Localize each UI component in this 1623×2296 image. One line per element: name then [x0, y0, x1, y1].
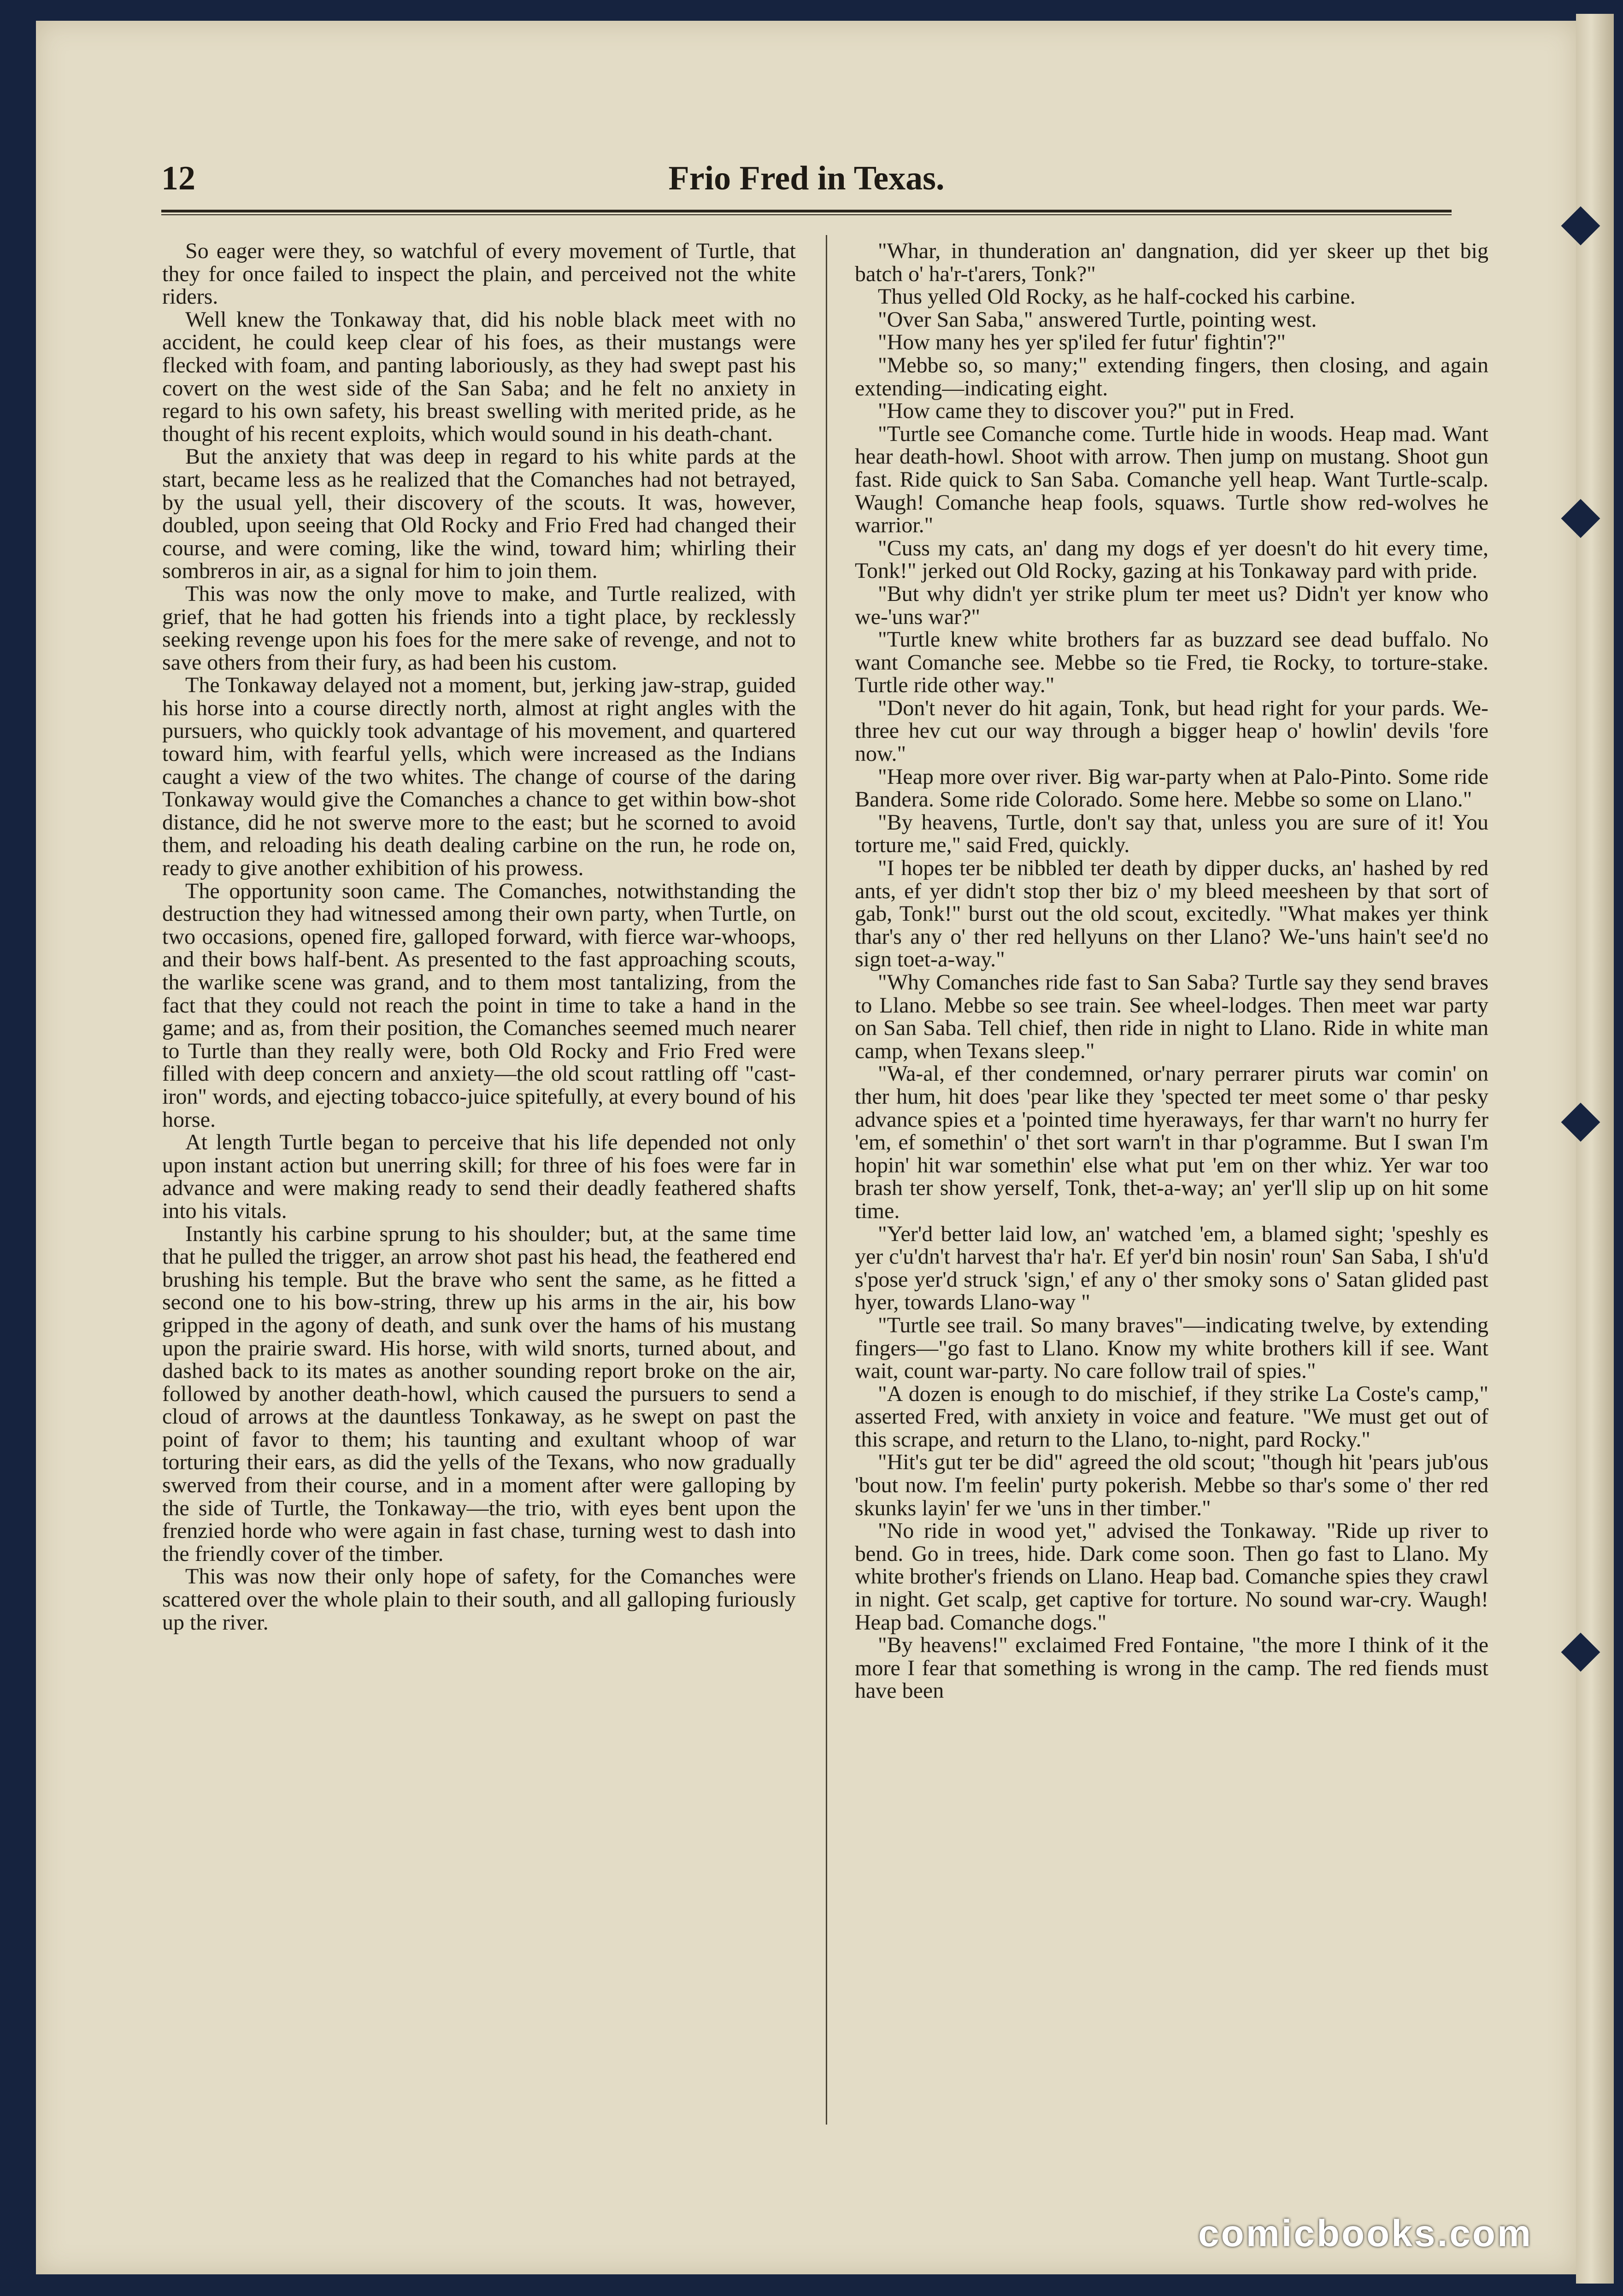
paragraph: "Yer'd better laid low, an' watched 'em, a blamed sight; 'speshly es yer c'u'dn't harvest tha'r ha'r. Ef yer'd bin nosin' roun' San Saba, I sh'u'd s'pose yer'd struck 'sign,' ef any o' ther smoky sons o' Satan glided past hyer, towards Llano-way " [855, 1221, 1488, 1315]
paragraph: "How many hes yer sp'iled fer futur' fightin'?" [878, 330, 1286, 355]
column-divider [826, 235, 827, 2125]
paragraph: "Don't never do hit again, Tonk, but head right for your pards. We-three hev cut our way through a bigger heap o' howlin' devils 'fore now." [855, 695, 1488, 766]
paragraph: "But why didn't yer strike plum ter meet us? Didn't yer know who we-'uns war?" [855, 581, 1488, 629]
paragraph: "Turtle see trail. So many braves"—indicating twelve, by extending fingers—"go fast to Llano. Know my white brothers kill if see. Want wait, count war-party. No care follow trail of spies." [855, 1313, 1488, 1383]
paragraph: "Over San Saba," answered Turtle, pointing west. [878, 307, 1317, 332]
paragraph: At length Turtle began to perceive that his life depended not only upon instant action but unerring skill; for three of his foes were far in advance and were making ready to send their deadly feathered shafts into his vitals. [162, 1130, 796, 1223]
paragraph: "Why Comanches ride fast to San Saba? Turtle say they send braves to Llano. Mebbe so see train. See wheel-lodges. Then meet war party on San Saba. Tell chief, then ride in night to Llano. Ride in white man camp, when Texans sleep." [855, 970, 1488, 1063]
paragraph: So eager were they, so watchful of every movement of Turtle, that they for once failed to inspect the plain, and perceived not the white riders. [162, 240, 796, 309]
paragraph: Thus yelled Old Rocky, as he half-cocked his carbine. [878, 284, 1356, 309]
paragraph: "Wa-al, ef ther condemned, or'nary perrarer piruts war comin' on ther hum, hit does 'pear like they 'spected ter meet some o' thar pesky advance spies et a 'pointed time hyeraways, fer thar warn't no hurry fer 'em, ef somethin' o' thet sort warn't in thar p'ogramme. But I swan I'm hopin' hit war somethin' else what put 'em on ther whiz. Yer war too brash ter show yerself, Tonk, thet-a-way; an' yer'll slip up on hit some time. [855, 1061, 1488, 1223]
paragraph: The opportunity soon came. The Comanches, notwithstanding the destruction they had witnessed among their own party, when Turtle, on two occasions, opened fire, galloped forward, with fierce war-whoops, and their bows half-bent. As presented to the fast approaching scouts, the warlike scene was grand, and to them most tantalizing, from the fact that they could not reach the point in time to take a hand in the game; and as, from their position, the Comanches seemed much nearer to Turtle than they really were, both Old Rocky and Frio Fred were filled with deep concern and anxiety—the old scout rattling off "cast-iron" words, and ejecting tobacco-juice spitefully, at every bound of his horse. [162, 878, 796, 1132]
binding-edge [1576, 14, 1614, 2284]
paragraph: Instantly his carbine sprung to his shoulder; but, at the same time that he pulled the trigger, an arrow shot past his head, the feathered end brushing his temple. But the brave who sent the same, as he fitted a second one to his bow-string, threw up his arms in the air, his bow gripped in the agony of death, and sunk over the hams of his mustang upon the prairie sward. His horse, with wild snorts, turned about, and dashed back to its mates as another sounding report broke on the air, followed by another death-howl, which caused the pursuers to send a cloud of arrows at the dauntless Tonkaway, as he swept on past the point of favor to them; his taunting and exultant whoop of war torturing their ears, as did the yells of the Texans, who now gradually swerved from their course, and in a moment after were galloping by the side of Turtle, the Tonkaway—the trio, with eyes bent upon the frenzied horde who were again in fast chase, turning west to dash into the friendly cover of the timber. [162, 1221, 796, 1566]
paragraph: But the anxiety that was deep in regard to his white pards at the start, became less as he realized that the Comanches had not betrayed, by the usual yell, their discovery of the scouts. It was, however, doubled, upon seeing that Old Rocky and Frio Fred had changed their course, and were coming, like the wind, toward him; whirling their sombreros in air, as a signal for him to join them. [162, 444, 796, 583]
paragraph: This was now the only move to make, and Turtle realized, with grief, that he had gotten his friends into a tight place, by recklessly seeking revenge upon his foes for the mere sake of revenge, and not to save others from their fury, as had been his custom. [162, 581, 796, 675]
paragraph: The Tonkaway delayed not a moment, but, jerking jaw-strap, guided his horse into a course directly north, almost at right angles with the pursuers, who quickly took advantage of his movement, and quartered toward him, with fearful yells, which were increased as the Indians caught a view of the two whites. The change of course of the daring Tonkaway would give the Comanches a chance to get within bow-shot distance, did he not swerve more to the east; but he scorned to avoid them, and reloading his death dealing carbine on the run, he rode on, ready to give another exhibition of his prowess. [162, 673, 796, 881]
page-header [161, 159, 1452, 210]
page-number: 12 [161, 159, 195, 197]
paragraph: This was now their only hope of safety, for the Comanches were scattered over the whole plain to their south, and all galloping furiously up the river. [162, 1564, 796, 1635]
paragraph: "Hit's gut ter be did" agreed the old scout; "though hit 'pears jub'ous 'bout now. I'm feelin' purty pokerish. Mebbe so thar's some o' ther red skunks layin' fer we 'uns in ther timber." [855, 1450, 1488, 1520]
site-watermark: comicbooks.com [1198, 2213, 1533, 2255]
paragraph: "A dozen is enough to do mischief, if they strike La Coste's camp," asserted Fred, with anxiety in voice and feature. "We must get out of this scrape, and return to the Llano, to-night, pard Rocky." [855, 1381, 1488, 1452]
paragraph: "Cuss my cats, an' dang my dogs ef yer doesn't do hit every time, Tonk!" jerked out Old Rocky, gazing at his Tonkaway pard with pride. [855, 536, 1488, 583]
paragraph: "No ride in wood yet," advised the Tonkaway. "Ride up river to bend. Go in trees, hide. Dark come soon. Then go fast to Llano. My white brother's friends on Llano. Heap bad. Comanche spies they crawl in night. Get scalp, get captive for torture. No sound war-cry. Waugh! Heap bad. Comanche dogs." [855, 1519, 1488, 1635]
running-title: Frio Fred in Texas. [668, 159, 945, 197]
paragraph: Well knew the Tonkaway that, did his noble black meet with no accident, he could keep clear of his foes, as their mustangs were flecked with foam, and panting laboriously, as they had swept past his covert on the west side of the San Saba; and he felt no anxiety in regard to his own safety, his breast swelling with merited pride, as he thought of his recent exploits, which would sound in his death-chant. [162, 307, 796, 446]
paragraph: "I hopes ter be nibbled ter death by dipper ducks, an' hashed by red ants, ef yer didn't stop ther biz o' my bleed meesheen by that sort of gab, Tonk!" burst out the old scout, excitedly. "What makes yer think thar's any o' ther red hellyuns on ther Llano? We-'uns hain't see'd no sign toet-a-way." [855, 856, 1488, 972]
paragraph: "By heavens, Turtle, don't say that, unless you are sure of it! You torture me," said Fred, quickly. [855, 810, 1488, 858]
header-rule [161, 210, 1452, 215]
paragraph: "By heavens!" exclaimed Fred Fontaine, "the more I think of it the more I fear that something is wrong in the camp. The red fiends must have been [855, 1633, 1488, 1703]
paragraph: "Turtle knew white brothers far as buzzard see dead buffalo. No want Comanche see. Mebbe so tie Fred, tie Rocky, to torture-stake. Turtle ride other way." [855, 627, 1488, 698]
left-column [162, 240, 796, 2143]
paragraph: "Turtle see Comanche come. Turtle hide in woods. Heap mad. Want hear death-howl. Shoot with arrow. Then jump on mustang. Shoot gun fast. Ride quick to San Saba. Comanche yell heap. Want Turtle-scalp. Waugh! Comanche heap fools, squaws. Turtle show red-wolves he warrior." [855, 421, 1488, 538]
paragraph: "Heap more over river. Big war-party when at Palo-Pinto. Some ride Bandera. Some ride Colorado. Some here. Mebbe so some on Llano." [855, 764, 1488, 812]
right-column [855, 240, 1488, 2143]
paragraph: "Mebbe so, so many;" extending fingers, then closing, and again extending—indicating eight. [855, 353, 1488, 400]
paragraph: "How came they to discover you?" put in Fred. [878, 399, 1295, 424]
paragraph: "Whar, in thunderation an' dangnation, did yer skeer up thet big batch o' ha'r-t'arers, Tonk?" [855, 240, 1488, 286]
